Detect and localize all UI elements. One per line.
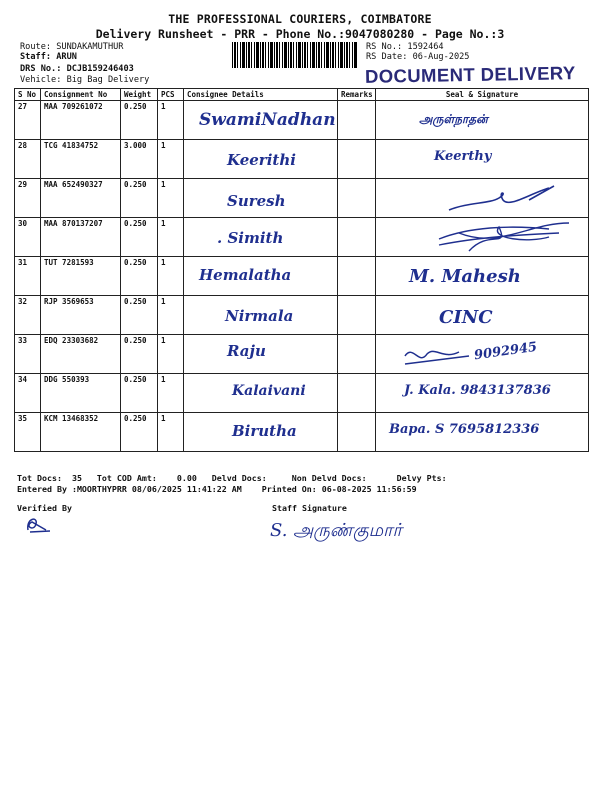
cell-pcs: 1 (158, 335, 184, 374)
barcode (232, 42, 358, 68)
handwritten-name: Suresh (227, 192, 286, 210)
handwritten-name: Nirmala (225, 307, 294, 325)
cell-seal (376, 296, 589, 335)
cell-sno: 29 (15, 179, 41, 218)
signature-scribble (399, 336, 479, 372)
cell-consignee (184, 140, 338, 179)
drs-number: DRS No.: DCJB159246403 (20, 64, 134, 74)
cell-pcs: 1 (158, 296, 184, 335)
cell-seal (376, 413, 589, 452)
company-title: THE PROFESSIONAL COURIERS, COIMBATORE (168, 12, 432, 26)
table-row (15, 179, 589, 218)
table-row (15, 413, 589, 452)
cell-consignee (184, 296, 338, 335)
handwritten-name: Birutha (232, 422, 297, 440)
cell-sno: 35 (15, 413, 41, 452)
staff-label: Staff: ARUN (20, 52, 77, 62)
route-label: Route: SUNDAKAMUTHUR (20, 42, 124, 52)
handwritten-signature: அருள்நாதன் (419, 112, 488, 126)
cell-pcs: 1 (158, 413, 184, 452)
signature-scribble (379, 180, 579, 216)
cell-sno: 30 (15, 218, 41, 257)
cell-consignee (184, 218, 338, 257)
cell-remarks (338, 179, 376, 218)
cell-consignment: TCG 41834752 (41, 140, 121, 179)
table-row (15, 335, 589, 374)
cell-pcs: 1 (158, 257, 184, 296)
handwritten-signature: Keerthy (434, 149, 492, 164)
cell-sno: 27 (15, 101, 41, 140)
cell-consignment: RJP 3569653 (41, 296, 121, 335)
cell-remarks (338, 296, 376, 335)
cell-weight: 0.250 (121, 179, 158, 218)
cell-consignment: MAA 652490327 (41, 179, 121, 218)
cell-weight: 0.250 (121, 374, 158, 413)
rs-date: RS Date: 06-Aug-2025 (366, 52, 470, 62)
handwritten-name: Raju (227, 342, 266, 360)
cell-consignee (184, 413, 338, 452)
cell-sno: 34 (15, 374, 41, 413)
col-remarks: Remarks (338, 89, 376, 101)
cell-consignment: MAA 870137207 (41, 218, 121, 257)
handwritten-signature: M. Mahesh (409, 266, 521, 287)
cell-consignee (184, 101, 338, 140)
vehicle-label: Vehicle: Big Bag Delivery (20, 75, 150, 85)
col-sno: S No (15, 89, 41, 101)
runsheet-table (14, 88, 589, 452)
col-seal: Seal & Signature (376, 89, 589, 101)
cell-seal (376, 101, 589, 140)
cell-consignee (184, 257, 338, 296)
table-row (15, 101, 589, 140)
col-consignment: Consignment No (41, 89, 121, 101)
totals-line: Tot Docs: 35 Tot COD Amt: 0.00 Delvd Docs: Non Delvd Docs: Delvy Pts: (17, 473, 447, 483)
handwritten-signature: Bapa. S 7695812336 (389, 422, 540, 437)
cell-remarks (338, 218, 376, 257)
table-row (15, 296, 589, 335)
handwritten-signature: J. Kala. 9843137836 (404, 383, 551, 398)
cell-seal (376, 374, 589, 413)
handwritten-signature: CINC (439, 307, 493, 328)
cell-consignment: DDG 550393 (41, 374, 121, 413)
cell-consignment: TUT 7281593 (41, 257, 121, 296)
table-row (15, 374, 589, 413)
cell-weight: 0.250 (121, 101, 158, 140)
entered-by-line: Entered By :MOORTHYPRR 08/06/2025 11:41:22 AM Printed On: 06-08-2025 11:56:59 (17, 484, 417, 494)
handwritten-name: SwamiNadhan (199, 110, 336, 130)
cell-consignee (184, 179, 338, 218)
cell-weight: 0.250 (121, 413, 158, 452)
document-delivery-stamp: DOCUMENT DELIVERY (364, 62, 576, 87)
cell-pcs: 1 (158, 101, 184, 140)
table-header-row (15, 89, 589, 101)
verifier-signature (20, 512, 60, 536)
signature-scribble (379, 219, 579, 255)
cell-sno: 28 (15, 140, 41, 179)
cell-remarks (338, 140, 376, 179)
cell-remarks (338, 374, 376, 413)
cell-consignee (184, 374, 338, 413)
col-weight: Weight (121, 89, 158, 101)
cell-seal (376, 257, 589, 296)
handwritten-phone: 9092945 (473, 339, 539, 364)
cell-consignment: EDQ 23303682 (41, 335, 121, 374)
cell-sno: 32 (15, 296, 41, 335)
cell-weight: 0.250 (121, 296, 158, 335)
cell-weight: 0.250 (121, 218, 158, 257)
table-row (15, 257, 589, 296)
cell-pcs: 1 (158, 179, 184, 218)
col-pcs: PCS (158, 89, 184, 101)
handwritten-name: Keerithi (227, 151, 296, 169)
cell-seal (376, 179, 589, 218)
cell-seal (376, 140, 589, 179)
cell-consignee (184, 335, 338, 374)
cell-weight: 0.250 (121, 257, 158, 296)
table-row (15, 218, 589, 257)
cell-weight: 0.250 (121, 335, 158, 374)
cell-pcs: 1 (158, 218, 184, 257)
verified-by-label: Verified By (17, 503, 72, 513)
cell-remarks (338, 101, 376, 140)
cell-pcs: 1 (158, 140, 184, 179)
cell-sno: 31 (15, 257, 41, 296)
runsheet-subtitle: Delivery Runsheet - PRR - Phone No.:9047080280 - Page No.:3 (95, 27, 505, 41)
handwritten-name: Hemalatha (199, 266, 292, 284)
cell-remarks (338, 335, 376, 374)
handwritten-name: Kalaivani (232, 383, 306, 399)
rs-number: RS No.: 1592464 (366, 42, 444, 52)
handwritten-name: . Simith (217, 229, 284, 247)
cell-seal (376, 335, 589, 374)
staff-signature: S. அருண்குமார் (270, 520, 402, 541)
cell-consignment: MAA 709261072 (41, 101, 121, 140)
cell-remarks (338, 257, 376, 296)
cell-sno: 33 (15, 335, 41, 374)
cell-remarks (338, 413, 376, 452)
table-row (15, 140, 589, 179)
staff-signature-label: Staff Signature (272, 503, 347, 513)
col-consignee: Consignee Details (184, 89, 338, 101)
cell-seal (376, 218, 589, 257)
cell-pcs: 1 (158, 374, 184, 413)
cell-consignment: KCM 13468352 (41, 413, 121, 452)
cell-weight: 3.000 (121, 140, 158, 179)
